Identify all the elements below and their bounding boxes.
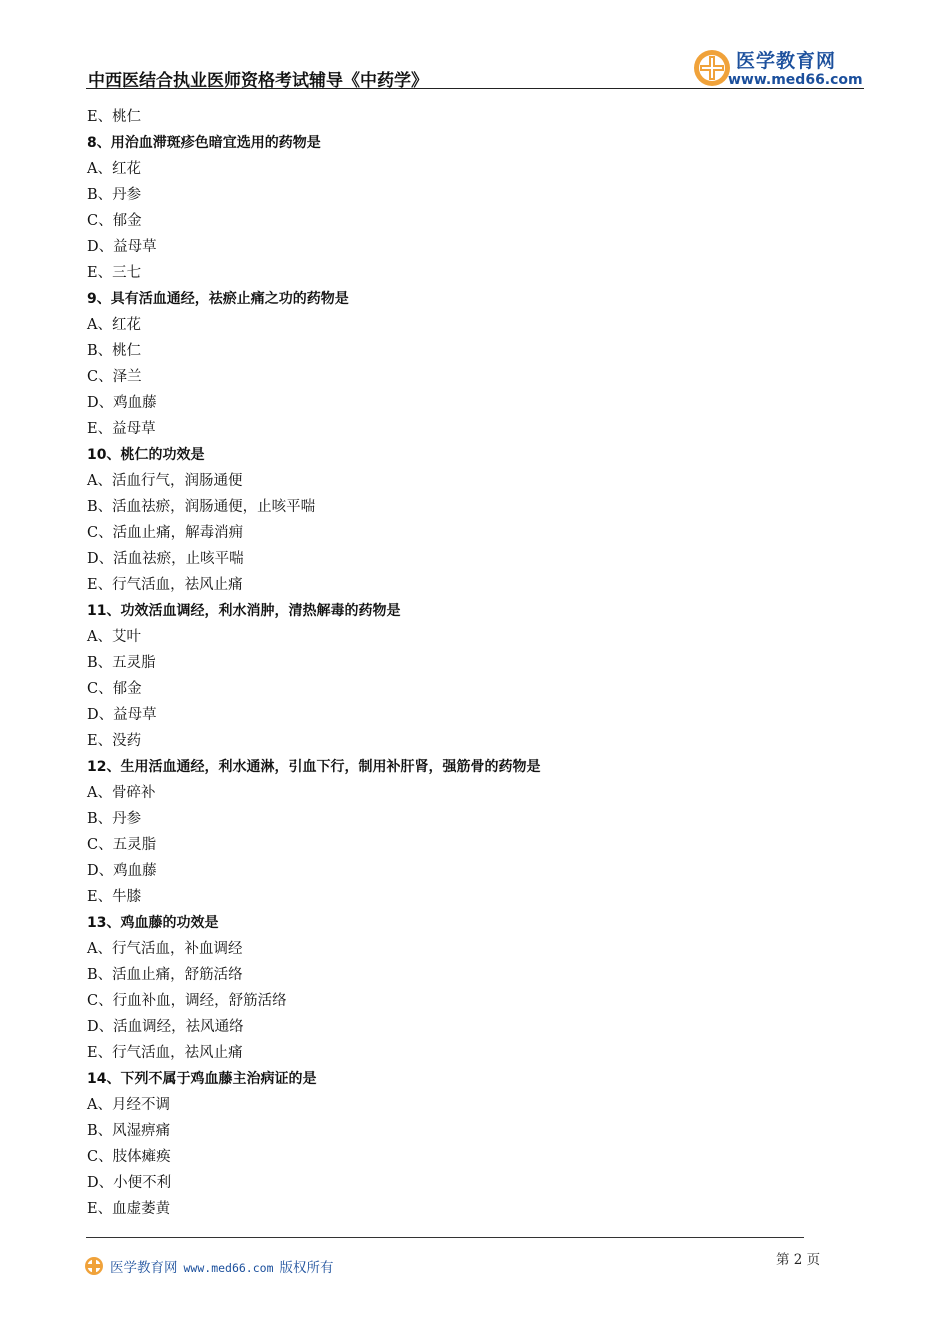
answer-option: D、活血祛瘀，止咳平喘 (87, 551, 244, 567)
answer-option: D、鸡血藤 (87, 395, 157, 411)
answer-option: A、骨碎补 (87, 785, 156, 801)
footer-site-name: 医学教育网 (110, 1260, 178, 1276)
answer-option: D、活血调经，祛风通络 (87, 1019, 244, 1035)
answer-option: E、益母草 (87, 421, 156, 437)
question-stem: 13、鸡血藤的功效是 (87, 915, 219, 931)
answer-option: B、丹参 (87, 187, 142, 203)
answer-option: E、三七 (87, 265, 142, 281)
answer-option: C、肢体瘫痪 (87, 1149, 171, 1165)
answer-option: B、丹参 (87, 811, 142, 827)
question-stem: 8、用治血滞斑疹色暗宜选用的药物是 (87, 135, 321, 151)
answer-option: D、鸡血藤 (87, 863, 157, 879)
answer-option: B、风湿痹痛 (87, 1123, 171, 1139)
answer-option: E、牛膝 (87, 889, 142, 905)
question-stem: 11、功效活血调经，利水消肿，清热解毒的药物是 (87, 603, 401, 619)
answer-option: C、泽兰 (87, 369, 142, 385)
answer-option: C、郁金 (87, 213, 142, 229)
answer-option: B、活血止痛，舒筋活络 (87, 967, 243, 983)
question-list (87, 104, 847, 1222)
question-stem: 12、生用活血通经，利水通淋，引血下行，制用补肝肾，强筋骨的药物是 (87, 759, 541, 775)
answer-option: A、红花 (87, 317, 141, 333)
header-divider (86, 88, 864, 89)
answer-option: B、桃仁 (87, 343, 142, 359)
question-stem: 9、具有活血通经，祛瘀止痛之功的药物是 (87, 291, 349, 307)
footer-url[interactable]: www.med66.com (183, 1261, 274, 1275)
footer-rights: 版权所有 (279, 1260, 334, 1276)
answer-option: A、活血行气，润肠通便 (87, 473, 243, 489)
logo-name: 医学教育网 (736, 50, 837, 72)
footer-divider (86, 1237, 804, 1238)
answer-option: C、五灵脂 (87, 837, 157, 853)
answer-option: A、艾叶 (87, 629, 141, 645)
question-stem: 10、桃仁的功效是 (87, 447, 205, 463)
answer-option: E、桃仁 (87, 109, 142, 125)
answer-option: E、没药 (87, 733, 142, 749)
question-stem: 14、下列不属于鸡血藤主治病证的是 (87, 1071, 317, 1087)
answer-option: E、行气活血，祛风止痛 (87, 1045, 243, 1061)
answer-option: E、血虚萎黄 (87, 1201, 171, 1217)
answer-option: C、行血补血，调经，舒筋活络 (87, 993, 287, 1009)
answer-option: C、活血止痛，解毒消痈 (87, 525, 244, 541)
site-logo[interactable] (692, 44, 867, 90)
answer-option: A、月经不调 (87, 1097, 170, 1113)
logo-url[interactable]: www.med66.com (728, 72, 863, 88)
answer-option: A、红花 (87, 161, 141, 177)
answer-option: B、活血祛瘀，润肠通便，止咳平喘 (87, 499, 316, 515)
footer-copyright (110, 1256, 334, 1276)
answer-option: E、行气活血，祛风止痛 (87, 577, 243, 593)
page-title: 中西医结合执业医师资格考试辅导《中药学》 (88, 71, 428, 91)
answer-option: C、郁金 (87, 681, 142, 697)
answer-option: D、益母草 (87, 239, 157, 255)
footer-logo-icon (84, 1256, 104, 1276)
answer-option: B、五灵脂 (87, 655, 156, 671)
answer-option: A、行气活血，补血调经 (87, 941, 243, 957)
answer-option: D、小便不利 (87, 1175, 172, 1191)
med66-logo-icon (692, 48, 732, 88)
answer-option: D、益母草 (87, 707, 157, 723)
page-number: 第 2 页 (776, 1252, 821, 1268)
